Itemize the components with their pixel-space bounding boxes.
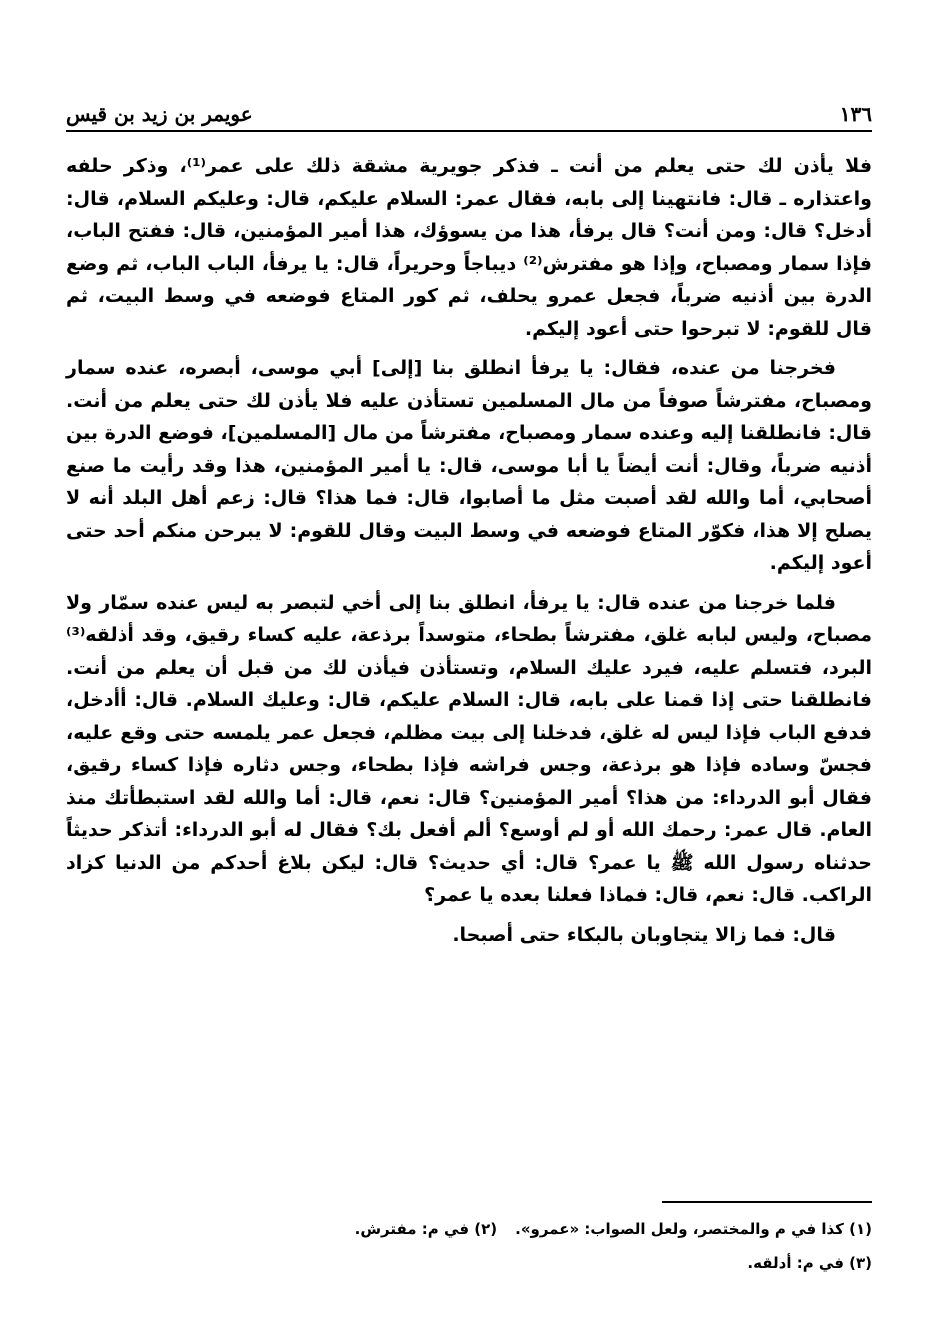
page-header [66,92,872,126]
running-title: عويمر بن زيد بن قيس [66,102,253,126]
paragraph-4: قال: فما زالا يتجاوبان بالبكاء حتى أصبحا. [452,923,836,946]
paragraph-2: فخرجنا من عنده، فقال: يا يرفأ انطلق بنا [إلى] أبي موسى، أبصره، عنده سمار ومصباح، مفترشاً صوفاً من مال المسلمين تستأذن عليه فلا يأذن لك حتى يعلم من أنت. قال: فانطلقنا إليه وعنده سمار ومصباح، مفترشاً من مال [المسلمين]، فوضع الدرة بين أذنيه ضرباً، وقال: أنت أيضاً يا أبا موسى، قال: يا أمير المؤمنين، هذا وقد رأيت ما صنع أصحابي، أما والله لقد أصبت مثل ما أصابوا، قال: فما هذا؟ قال: زعم أهل البلد أنه لا يصلح إلا هذا، فكوّر المتاع فوضعه في وسط البيت وقال للقوم: لا يبرحن منكم أحد حتى أعود إليكم. [66,357,872,574]
paragraph-1: فلا يأذن لك حتى يعلم من أنت ـ فذكر جويرية مشقة ذلك على عمر⁽¹⁾، وذكر حلفه واعتذاره ـ قال: فانتهينا إلى بابه، فقال عمر: السلام عليكم، قال: وعليكم السلام، قال: أدخل؟ قال: ومن أنت؟ قال يرفأ، هذا من يسوؤك، هذا أمير المؤمنين، قال: ففتح الباب، فإذا سمار ومصباح، وإذا هو مفترش⁽²⁾ ديباجاً وحريراً، قال: يا يرفأ، الباب الباب، ثم وضع الدرة بين أذنيه ضرباً، فجعل عمرو يحلف، ثم كور المتاع فوضعه في وسط البيت، ثم قال للقوم: لا تبرحوا حتى أعود إليكم. [66,155,873,340]
footnote-2: (٢) في م: مفترش. [354,1220,498,1238]
footnote-1: (١) كذا في م والمختصر، ولعل الصواب: «عمرو». [515,1220,872,1238]
page-number: ١٣٦ [839,102,872,126]
paragraph-3: فلما خرجنا من عنده قال: يا يرفأ، انطلق بنا إلى أخي لتبصر به ليس عنده سمّار ولا مصباح، وليس لبابه غلق، مفترشاً بطحاء، متوسداً برذعة، عليه كساء رقيق، وقد أذلقه⁽³⁾ البرد، فتسلم عليه، فيرد عليك السلام، وتستأذن فيأذن لك من قبل أن يعلم من أنت. فانطلقنا حتى إذا قمنا على بابه، قال: السلام عليكم، قال: وعليك السلام. قال: أأدخل، فدفع الباب فإذا ليس له غلق، فدخلنا إلى بيت مظلم، فجعل عمر يلمسه حتى وقع عليه، فجسّ وساده فإذا هو برذعة، وجس فراشه فإذا بطحاء، وجس دثاره فإذا كساء رقيق، فقال أبو الدرداء: من هذا؟ أمير المؤمنين؟ قال: نعم، قال: أما والله لقد استبطأتك منذ العام. قال عمر: رحمك الله أو لم أوسع؟ ألم أفعل بك؟ فقال له أبو الدرداء: أتذكر حديثاً حدثناه رسول الله ﷺ يا عمر؟ قال: أي حديث؟ قال: ليكن بلاغ أحدكم من الدنيا كزاد الراكب. قال: نعم، قال: فماذا فعلنا بعده يا عمر؟ [66,591,872,906]
header-divider [66,130,872,132]
footnote-line-2 [66,1246,872,1280]
footnote-divider [662,1201,872,1203]
footnote-line-1 [66,1212,872,1246]
footnote-3: (٣) في م: أدلقه. [747,1254,872,1272]
footnotes [66,1212,872,1280]
main-text [66,150,872,958]
